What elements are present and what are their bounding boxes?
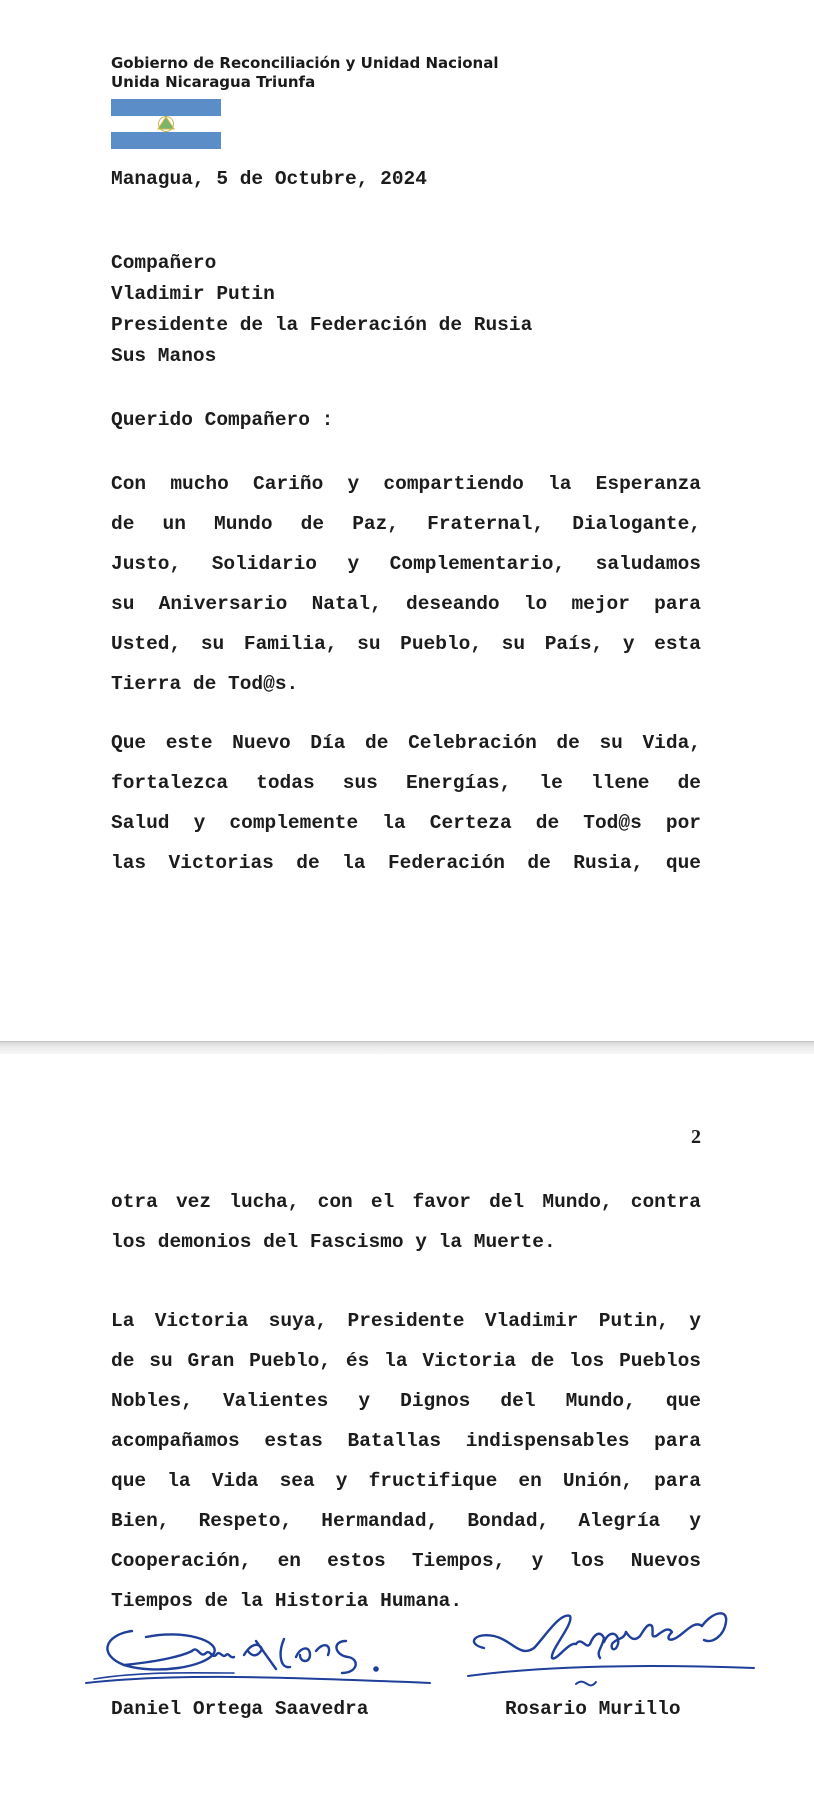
paragraph-1 <box>111 464 701 704</box>
recipient-line: Vladimir Putin <box>111 283 275 305</box>
recipient-block <box>111 248 532 372</box>
paragraph-line: de un Mundo de Paz, Fraternal, Dialogante, <box>111 513 701 535</box>
paragraph-line: otra vez lucha, con el favor del Mundo, contra <box>111 1191 701 1213</box>
paragraph-line: de su Gran Pueblo, és la Victoria de los Pueblos <box>111 1350 701 1372</box>
paragraph-line: las Victorias de la Federación de Rusia, que <box>111 852 701 874</box>
government-header-line2: Unida Nicaragua Triunfa <box>111 73 316 91</box>
paragraph-line: fortalezca todas sus Energías, le llene de <box>111 772 701 794</box>
salutation: Querido Compañero : <box>111 409 334 431</box>
paragraph-line: acompañamos estas Batallas indispensables para <box>111 1430 701 1452</box>
paragraph-line: que la Vida sea y fructifique en Unión, para <box>111 1470 701 1492</box>
recipient-line: Compañero <box>111 252 217 274</box>
paragraph-line: Cooperación, en estos Tiempos, y los Nuevos <box>111 1550 701 1572</box>
paragraph-4 <box>111 1301 701 1621</box>
paragraph-line: Nobles, Valientes y Dignos del Mundo, que <box>111 1390 701 1412</box>
paragraph-line: Bien, Respeto, Hermandad, Bondad, Alegría y <box>111 1510 701 1532</box>
paragraph-line: Con mucho Cariño y compartiendo la Esperanza <box>111 473 701 495</box>
paragraph-line: Justo, Solidario y Complementario, saludamos <box>111 553 701 575</box>
page-number: 2 <box>691 1126 701 1148</box>
paragraph-line: Tierra de Tod@s. <box>111 673 299 695</box>
paragraph-line: Tiempos de la Historia Humana. <box>111 1590 463 1612</box>
page-break-divider <box>0 1041 814 1055</box>
government-header-line1: Gobierno de Reconciliación y Unidad Nacional <box>111 54 499 72</box>
date-line: Managua, 5 de Octubre, 2024 <box>111 168 427 190</box>
paragraph-line: La Victoria suya, Presidente Vladimir Putin, y <box>111 1310 701 1332</box>
paragraph-line: los demonios del Fascismo y la Muerte. <box>111 1231 556 1253</box>
recipient-line: Presidente de la Federación de Rusia <box>111 314 533 336</box>
paragraph-line: Usted, su Familia, su Pueblo, su País, y esta <box>111 633 701 655</box>
nicaragua-flag-icon <box>111 99 221 149</box>
recipient-line: Sus Manos <box>111 345 217 367</box>
signer-name-right: Rosario Murillo <box>505 1698 681 1720</box>
signature-rosario-murillo <box>464 1602 764 1702</box>
signer-name-left: Daniel Ortega Saavedra <box>111 1698 369 1720</box>
letter-page-2 <box>0 1054 814 1797</box>
paragraph-line: su Aniversario Natal, deseando lo mejor para <box>111 593 701 615</box>
paragraph-2 <box>111 723 701 883</box>
paragraph-3 <box>111 1182 701 1262</box>
paragraph-line: Salud y complemente la Certeza de Tod@s por <box>111 812 701 834</box>
paragraph-line: Que este Nuevo Día de Celebración de su Vida, <box>111 732 701 754</box>
